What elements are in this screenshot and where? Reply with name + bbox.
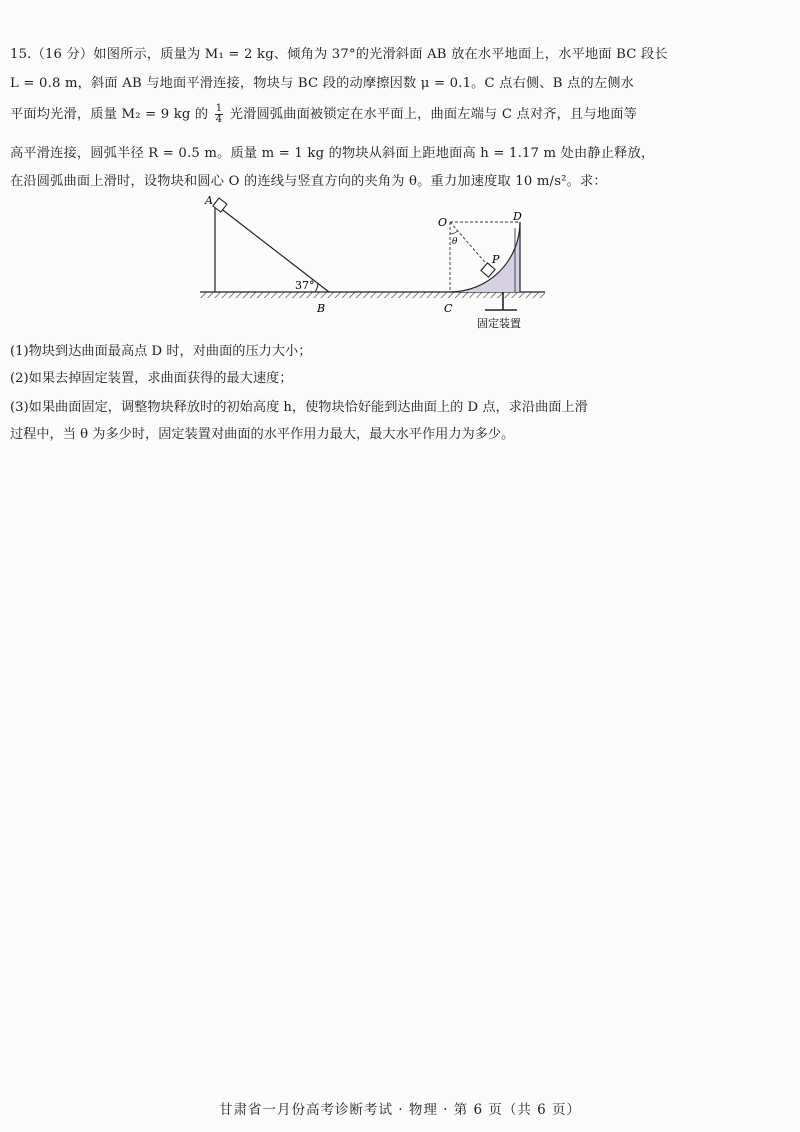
page-footer: 甘肃省一月份高考诊断考试 · 物理 · 第 6 页（共 6 页）: [218, 1102, 582, 1118]
question-3-line-2: 过程中，当 θ 为多少时，固定装置对曲面的水平作用力最大，最大水平作用力为多少。: [10, 427, 515, 442]
label-fixing-device: 固定装置: [477, 317, 521, 330]
question-2: (2)如果去掉固定装置，求曲面获得的最大速度；: [10, 371, 293, 386]
physics-diagram: [195, 190, 555, 340]
problem-line-2: L = 0.8 m，斜面 AB 与地面平滑连接，物块与 BC 段的动摩擦因数 μ = 0.1。C 点右侧、B 点的左侧水: [10, 76, 635, 91]
problem-line-5: 在沿圆弧曲面上滑时，设物块和圆心 O 的连线与竖直方向的夹角为 θ。重力加速度取 10 m/s²。求：: [10, 174, 607, 189]
problem-line-3: [10, 102, 637, 128]
fraction-denominator: 4: [215, 114, 223, 125]
ground-hatch: [200, 292, 545, 298]
problem-line-3-start: 平面均光滑，质量 M₂ = 9 kg 的: [10, 107, 209, 122]
quarter-fraction: [215, 104, 224, 125]
problem-line-3-end: 光滑圆弧曲面被锁定在水平面上，曲面左端与 C 点对齐，且与地面等: [229, 107, 637, 122]
fraction-numerator: 1: [215, 103, 223, 114]
label-angle: 37°: [295, 279, 315, 292]
angle-arc: [315, 283, 318, 292]
curved-surface: [450, 222, 520, 292]
label-A: A: [205, 194, 213, 207]
question-3-line-1: (3)如果曲面固定，调整物块释放时的初始高度 h，使物块恰好能到达曲面上的 D 点，求沿曲面上滑: [10, 400, 588, 415]
question-1: (1)物块到达曲面最高点 D 时，对曲面的压力大小；: [10, 344, 312, 359]
label-O: O: [438, 216, 448, 229]
problem-line-1: 15.（16 分）如图所示，质量为 M₁ = 2 kg、倾角为 37°的光滑斜面 AB 放在水平地面上，水平地面 BC 段长: [10, 47, 668, 62]
label-theta: θ: [452, 237, 458, 247]
label-B: B: [317, 302, 326, 315]
label-P: P: [492, 253, 500, 266]
label-C: C: [444, 302, 453, 315]
label-D: D: [513, 210, 522, 223]
theta-arc: [450, 231, 458, 234]
problem-line-4: 高平滑连接，圆弧半径 R = 0.5 m。质量 m = 1 kg 的物块从斜面上距地面高 h = 1.17 m 处由静止释放，: [10, 146, 655, 161]
